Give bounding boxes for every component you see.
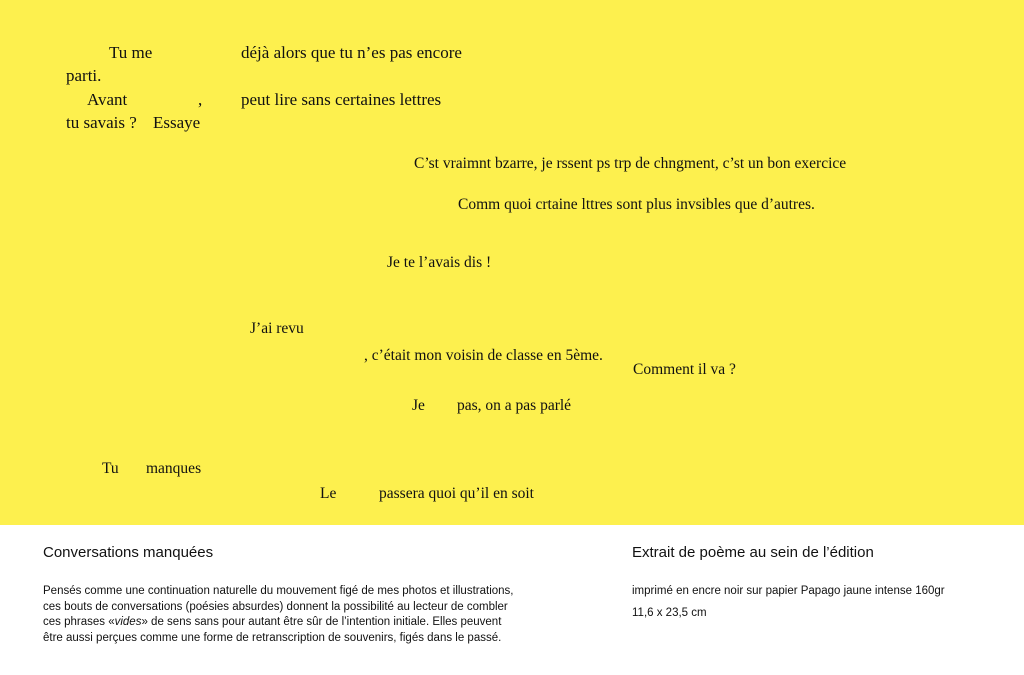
poem-line: passera quoi qu’il en soit	[379, 485, 534, 502]
poem-line: Tu	[102, 460, 119, 477]
caption-description	[43, 584, 523, 646]
poem-line: Avant	[87, 90, 128, 109]
edition-title: Extrait de poème au sein de l’édition	[632, 544, 874, 561]
poem-line: pas, on a pas parlé	[457, 397, 572, 414]
poem-line: , c’était mon voisin de classe en 5ème.	[364, 347, 603, 364]
print-info: imprimé en encre noir sur papier Papago jaune intense 160gr	[632, 585, 945, 597]
description-emphasis: vides	[114, 616, 142, 628]
poem-line: J’ai revu	[250, 320, 304, 337]
poem-line: parti.	[66, 66, 102, 85]
poem-line: tu savais ?	[66, 113, 137, 132]
poem-line: Le	[320, 485, 337, 502]
poem-line: manques	[146, 460, 202, 477]
caption-title: Conversations manquées	[43, 544, 214, 561]
poem-line: Comment il va ?	[633, 361, 736, 378]
poem-line: Je	[412, 397, 425, 414]
description-text: Pensés comme une continuation naturelle du mouvement figé de mes photos et illustrations, ces bouts de conversations (poésies absurdes) donnent la possibilité au lecteur de combler ces phrases «	[43, 585, 514, 628]
poem-line: peut lire sans certaines lettres	[241, 90, 442, 109]
description-text: » de sens sans pour autant être sûr de l’intention initiale. Elles peuvent être aussi perçues comme une forme de retranscription de souvenirs, figés dans le passé.	[43, 616, 502, 644]
poem-line: Essaye	[153, 113, 201, 132]
poem-line: Comm quoi crtaine lttres sont plus invsibles que d’autres.	[458, 196, 815, 213]
poem-line: Tu me	[109, 43, 153, 62]
poem-line: ,	[198, 90, 203, 109]
poem-line: Je te l’avais dis !	[387, 254, 492, 271]
dimensions: 11,6 x 23,5 cm	[632, 607, 707, 619]
poem-line: C’st vraimnt bzarre, je rssent ps trp de chngment, c’st un bon exercice	[414, 155, 847, 172]
poem-line: déjà alors que tu n’es pas encore	[241, 43, 462, 62]
